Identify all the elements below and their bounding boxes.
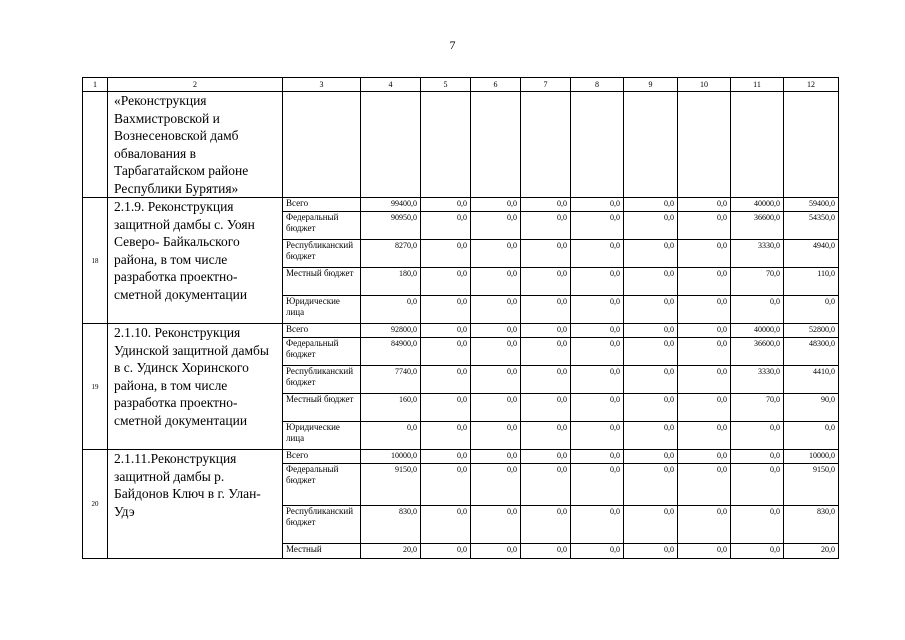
header-row	[83, 78, 839, 92]
value-cell: 830,0	[784, 506, 839, 544]
value-cell: 0,0	[421, 296, 471, 324]
column-header: 9	[624, 78, 678, 92]
value-cell: 20,0	[784, 544, 839, 559]
value-cell: 0,0	[521, 338, 571, 366]
empty-cell	[283, 92, 361, 198]
funding-category: Местный бюджет	[283, 268, 361, 296]
value-cell: 10000,0	[784, 450, 839, 464]
value-cell: 0,0	[571, 464, 624, 506]
value-cell: 90950,0	[361, 212, 421, 240]
value-cell: 7740,0	[361, 366, 421, 394]
empty-cell	[784, 92, 839, 198]
table-row	[83, 324, 839, 338]
intro-row	[83, 92, 839, 198]
value-cell: 4410,0	[784, 366, 839, 394]
empty-cell	[521, 92, 571, 198]
page-number: 7	[449, 38, 456, 52]
value-cell: 0,0	[678, 240, 731, 268]
value-cell: 0,0	[521, 506, 571, 544]
value-cell: 8270,0	[361, 240, 421, 268]
value-cell: 0,0	[421, 422, 471, 450]
value-cell: 36600,0	[731, 338, 784, 366]
value-cell: 0,0	[678, 338, 731, 366]
value-cell: 0,0	[361, 296, 421, 324]
funding-category: Всего	[283, 324, 361, 338]
table-row	[83, 198, 839, 212]
empty-cell	[471, 92, 521, 198]
value-cell: 3330,0	[731, 240, 784, 268]
funding-category: Республиканский бюджет	[283, 366, 361, 394]
column-header: 7	[521, 78, 571, 92]
value-cell: 0,0	[421, 338, 471, 366]
value-cell: 0,0	[471, 422, 521, 450]
value-cell: 0,0	[731, 296, 784, 324]
column-header: 3	[283, 78, 361, 92]
value-cell: 0,0	[624, 240, 678, 268]
value-cell: 0,0	[521, 198, 571, 212]
value-cell: 0,0	[678, 198, 731, 212]
value-cell: 0,0	[624, 394, 678, 422]
value-cell: 0,0	[678, 394, 731, 422]
value-cell: 0,0	[678, 296, 731, 324]
value-cell: 0,0	[571, 240, 624, 268]
value-cell: 3330,0	[731, 366, 784, 394]
value-cell: 0,0	[421, 394, 471, 422]
value-cell: 0,0	[521, 268, 571, 296]
value-cell: 9150,0	[784, 464, 839, 506]
value-cell: 0,0	[421, 464, 471, 506]
intro-description: «Реконструкция Вахмистровской и Вознесеновской дамб обвалования в Тарбагатайском районе Республики Бурятия»	[108, 92, 283, 198]
value-cell: 0,0	[521, 212, 571, 240]
value-cell: 0,0	[421, 544, 471, 559]
value-cell: 0,0	[571, 366, 624, 394]
value-cell: 54350,0	[784, 212, 839, 240]
value-cell: 0,0	[571, 450, 624, 464]
value-cell: 9150,0	[361, 464, 421, 506]
value-cell: 0,0	[521, 366, 571, 394]
value-cell: 0,0	[471, 464, 521, 506]
value-cell: 10000,0	[361, 450, 421, 464]
value-cell: 52800,0	[784, 324, 839, 338]
value-cell: 0,0	[571, 324, 624, 338]
project-title: 2.1.11.Реконструкция защитной дамбы р. Байдонов Ключ в г. Улан-Удэ	[108, 450, 283, 559]
value-cell: 0,0	[678, 506, 731, 544]
value-cell: 0,0	[421, 268, 471, 296]
value-cell: 0,0	[678, 268, 731, 296]
row-number: 19	[83, 324, 108, 450]
value-cell: 0,0	[678, 422, 731, 450]
value-cell: 40000,0	[731, 198, 784, 212]
funding-category: Местный бюджет	[283, 394, 361, 422]
value-cell: 0,0	[784, 422, 839, 450]
value-cell: 0,0	[471, 268, 521, 296]
value-cell: 830,0	[361, 506, 421, 544]
value-cell: 0,0	[471, 366, 521, 394]
value-cell: 0,0	[678, 212, 731, 240]
funding-category: Федеральный бюджет	[283, 212, 361, 240]
value-cell: 0,0	[471, 450, 521, 464]
value-cell: 0,0	[784, 296, 839, 324]
value-cell: 0,0	[421, 506, 471, 544]
value-cell: 0,0	[521, 544, 571, 559]
value-cell: 0,0	[678, 464, 731, 506]
value-cell: 0,0	[678, 450, 731, 464]
value-cell: 0,0	[731, 544, 784, 559]
value-cell: 0,0	[471, 544, 521, 559]
row-number-cell	[83, 92, 108, 198]
value-cell: 160,0	[361, 394, 421, 422]
empty-cell	[571, 92, 624, 198]
project-title: 2.1.9. Реконструкция защитной дамбы с. Уоян Северо- Байкальского района, в том числе разработка проектно-сметной документации	[108, 198, 283, 324]
value-cell: 0,0	[624, 212, 678, 240]
value-cell: 0,0	[421, 450, 471, 464]
table-row	[83, 450, 839, 464]
value-cell: 0,0	[624, 268, 678, 296]
value-cell: 0,0	[571, 296, 624, 324]
value-cell: 0,0	[471, 506, 521, 544]
value-cell: 0,0	[624, 544, 678, 559]
value-cell: 0,0	[521, 464, 571, 506]
column-header: 11	[731, 78, 784, 92]
value-cell: 110,0	[784, 268, 839, 296]
value-cell: 0,0	[731, 506, 784, 544]
funding-category: Республиканский бюджет	[283, 240, 361, 268]
column-header: 12	[784, 78, 839, 92]
funding-category: Местный	[283, 544, 361, 559]
value-cell: 70,0	[731, 268, 784, 296]
funding-category: Федеральный бюджет	[283, 338, 361, 366]
value-cell: 0,0	[678, 544, 731, 559]
empty-cell	[731, 92, 784, 198]
value-cell: 0,0	[571, 422, 624, 450]
column-header: 10	[678, 78, 731, 92]
value-cell: 0,0	[471, 394, 521, 422]
value-cell: 0,0	[471, 198, 521, 212]
value-cell: 20,0	[361, 544, 421, 559]
value-cell: 0,0	[521, 324, 571, 338]
value-cell: 0,0	[624, 366, 678, 394]
value-cell: 0,0	[571, 198, 624, 212]
value-cell: 0,0	[471, 338, 521, 366]
value-cell: 0,0	[521, 450, 571, 464]
empty-cell	[421, 92, 471, 198]
value-cell: 0,0	[624, 198, 678, 212]
value-cell: 90,0	[784, 394, 839, 422]
row-number: 20	[83, 450, 108, 559]
value-cell: 0,0	[571, 338, 624, 366]
value-cell: 0,0	[521, 240, 571, 268]
value-cell: 40000,0	[731, 324, 784, 338]
value-cell: 0,0	[471, 296, 521, 324]
value-cell: 0,0	[731, 450, 784, 464]
value-cell: 0,0	[624, 450, 678, 464]
funding-category: Юридические лица	[283, 296, 361, 324]
value-cell: 0,0	[571, 212, 624, 240]
value-cell: 0,0	[624, 296, 678, 324]
value-cell: 70,0	[731, 394, 784, 422]
empty-cell	[624, 92, 678, 198]
value-cell: 0,0	[624, 506, 678, 544]
column-header: 5	[421, 78, 471, 92]
funding-category: Федеральный бюджет	[283, 464, 361, 506]
value-cell: 0,0	[421, 240, 471, 268]
value-cell: 92800,0	[361, 324, 421, 338]
value-cell: 0,0	[731, 464, 784, 506]
row-number: 18	[83, 198, 108, 324]
value-cell: 0,0	[521, 296, 571, 324]
value-cell: 84900,0	[361, 338, 421, 366]
value-cell: 0,0	[421, 366, 471, 394]
value-cell: 180,0	[361, 268, 421, 296]
value-cell: 59400,0	[784, 198, 839, 212]
value-cell: 0,0	[471, 212, 521, 240]
value-cell: 0,0	[731, 422, 784, 450]
value-cell: 0,0	[471, 324, 521, 338]
value-cell: 0,0	[471, 240, 521, 268]
funding-category: Республиканский бюджет	[283, 506, 361, 544]
value-cell: 4940,0	[784, 240, 839, 268]
value-cell: 0,0	[678, 366, 731, 394]
column-header: 6	[471, 78, 521, 92]
funding-category: Всего	[283, 450, 361, 464]
value-cell: 0,0	[678, 324, 731, 338]
value-cell: 0,0	[624, 422, 678, 450]
value-cell: 0,0	[571, 506, 624, 544]
value-cell: 48300,0	[784, 338, 839, 366]
project-title: 2.1.10. Реконструкция Удинской защитной дамбы в с. Удинск Хоринского района, в том числе разработка проектно-сметной документации	[108, 324, 283, 450]
value-cell: 0,0	[571, 268, 624, 296]
value-cell: 99400,0	[361, 198, 421, 212]
empty-cell	[678, 92, 731, 198]
value-cell: 0,0	[624, 464, 678, 506]
value-cell: 36600,0	[731, 212, 784, 240]
value-cell: 0,0	[571, 544, 624, 559]
value-cell: 0,0	[421, 212, 471, 240]
column-header: 8	[571, 78, 624, 92]
value-cell: 0,0	[521, 394, 571, 422]
value-cell: 0,0	[624, 338, 678, 366]
value-cell: 0,0	[421, 324, 471, 338]
column-header: 4	[361, 78, 421, 92]
column-header: 2	[108, 78, 283, 92]
value-cell: 0,0	[571, 394, 624, 422]
column-header: 1	[83, 78, 108, 92]
budget-table	[82, 77, 839, 559]
value-cell: 0,0	[421, 198, 471, 212]
empty-cell	[361, 92, 421, 198]
funding-category: Всего	[283, 198, 361, 212]
value-cell: 0,0	[624, 324, 678, 338]
value-cell: 0,0	[361, 422, 421, 450]
funding-category: Юридические лица	[283, 422, 361, 450]
value-cell: 0,0	[521, 422, 571, 450]
